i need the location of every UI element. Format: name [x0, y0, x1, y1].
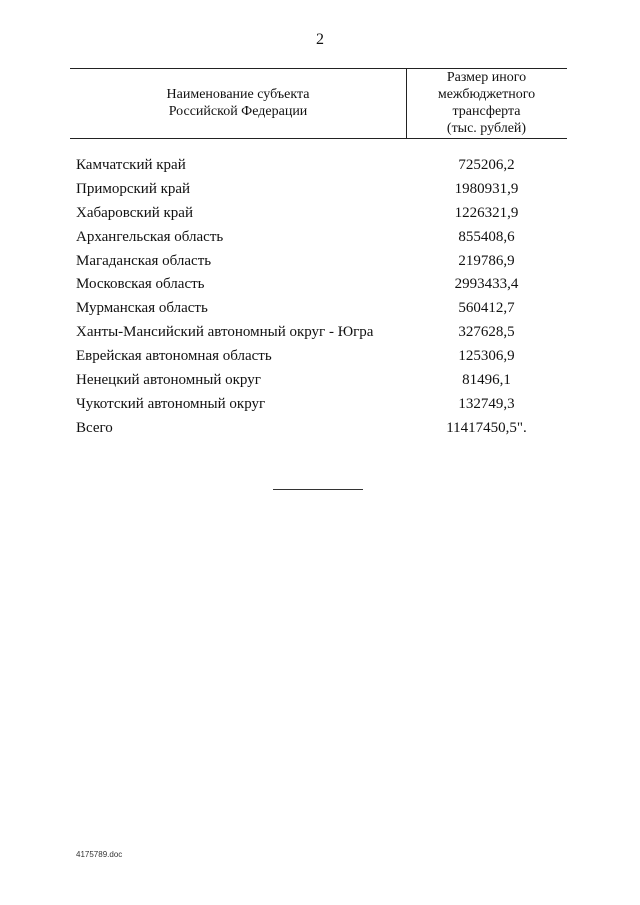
table-row	[0, 273, 640, 297]
subject-name: Ненецкий автономный округ	[76, 372, 261, 389]
column-header-amount-line: Размер иного	[446, 70, 527, 85]
subject-name: Приморский край	[76, 180, 191, 197]
subject-name: Камчатский край	[76, 157, 186, 173]
transfer-amount: 855408,6	[458, 228, 515, 245]
column-header-amount-line: (тыс. рублей)	[446, 121, 527, 136]
subject-name: Ханты-Мансийский автономный округ - Югра	[76, 324, 374, 341]
transfer-amount: 81496,1	[462, 372, 511, 389]
column-header-transfer-amount	[406, 69, 567, 137]
table-row	[0, 321, 640, 345]
subject-name: Мурманская область	[76, 300, 208, 317]
subject-name: Магаданская область	[76, 252, 212, 269]
transfer-amount: 1226321,9	[454, 204, 519, 221]
column-header-subject	[70, 86, 406, 120]
column-header-subject-line: Наименование субъекта	[166, 87, 310, 102]
transfer-amount: 132749,3	[458, 395, 515, 412]
total-amount: 11417450,5".	[446, 419, 527, 436]
table-row	[0, 178, 640, 202]
transfer-amount: 560412,7	[458, 300, 515, 317]
end-of-document-rule	[273, 489, 363, 490]
transfer-amount: 125306,9	[458, 348, 515, 365]
transfer-amount: 2993433,4	[454, 276, 519, 293]
transfer-amount: 725206,2	[458, 157, 515, 173]
table-header-bottom-rule	[70, 138, 567, 139]
page-number: 2	[316, 31, 324, 48]
subject-name: Еврейская автономная область	[76, 348, 272, 365]
column-header-amount-line: межбюджетного	[437, 87, 536, 102]
subject-name: Архангельская область	[76, 228, 224, 245]
table-row	[0, 297, 640, 321]
total-label: Всего	[76, 419, 113, 436]
column-header-amount-line: трансферта	[452, 104, 521, 119]
document-file-code: 4175789.doc	[76, 850, 123, 859]
table-row	[0, 393, 640, 417]
column-header-subject-line: Российской Федерации	[168, 104, 308, 119]
table-row	[0, 250, 640, 274]
subject-name: Чукотский автономный округ	[76, 395, 266, 412]
table-row	[0, 202, 640, 226]
table-row	[0, 226, 640, 250]
transfer-amount: 1980931,9	[454, 180, 519, 197]
table-row	[0, 154, 640, 178]
transfer-amount: 219786,9	[458, 252, 515, 269]
table-body	[0, 154, 640, 441]
transfer-amount: 327628,5	[458, 324, 515, 341]
table-row	[0, 369, 640, 393]
subject-name: Хабаровский край	[76, 204, 193, 221]
subject-name: Московская область	[76, 276, 205, 293]
table-row-total	[0, 417, 640, 441]
table-row	[0, 345, 640, 369]
